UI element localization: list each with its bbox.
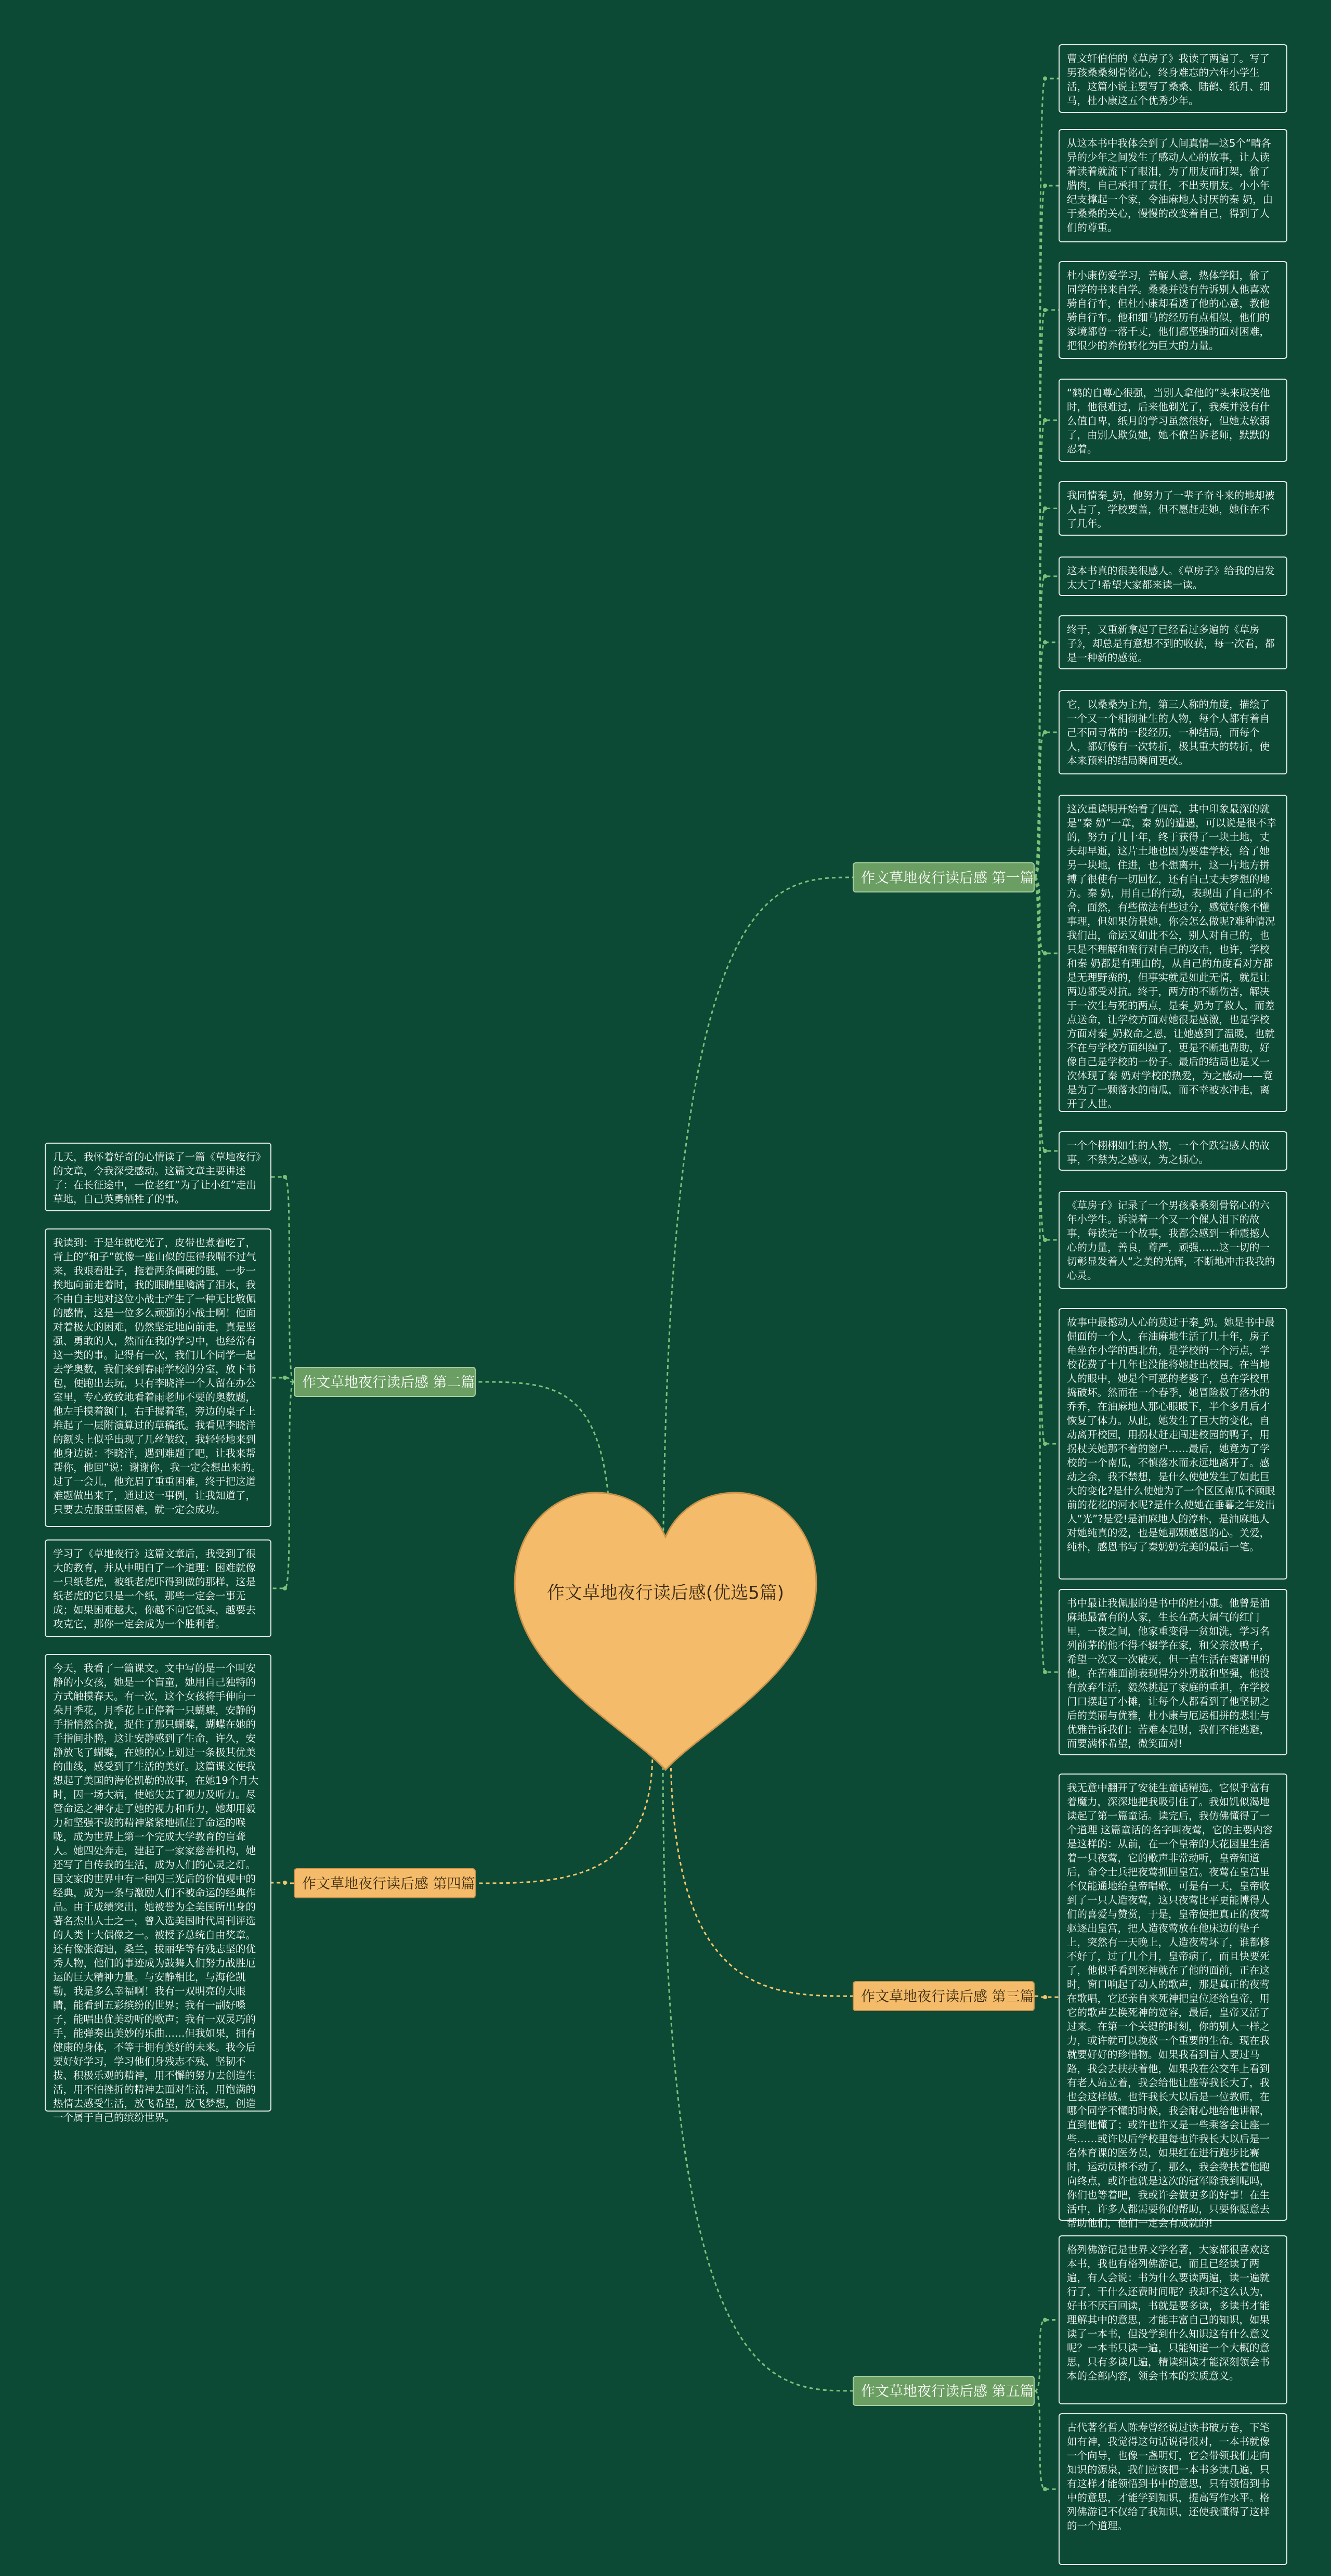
leaf-text: 《草房子》记录了一个男孩桑桑刻骨铭心的六年小学生。诉说着一个又一个催人泪下的故事，每读完一个故事，我都会感到一种震撼人心的力量，善良，尊严，顽强……这一切的一切彰显发着人“之美的光辉，不断地冲击我我的心灵。 bbox=[1067, 1199, 1275, 1281]
center-heart-node[interactable] bbox=[504, 1485, 827, 1776]
connector-dot bbox=[1043, 507, 1047, 511]
leaf-note bbox=[1059, 556, 1287, 596]
connector-dot bbox=[1043, 1442, 1047, 1446]
connector-dot bbox=[283, 1376, 287, 1380]
connector-dot bbox=[283, 1175, 287, 1179]
connector-dot bbox=[1043, 2487, 1047, 2491]
connector-dot bbox=[1043, 184, 1047, 188]
leaf-note bbox=[45, 1228, 271, 1527]
branch-to-leaf-link bbox=[1035, 877, 1059, 1444]
connector-dot bbox=[1043, 640, 1047, 644]
connector-dot bbox=[1043, 1670, 1047, 1674]
leaf-note bbox=[1059, 2413, 1287, 2565]
leaf-text: 故事中最撼动人心的莫过于秦_奶。她是书中最倔面的一个人，在油麻地生活了几十年，房子龟坐在小学的西北角，是学校的一个污点，学校花费了十几年也没能将她赶出校园。在当地人的眼中，她是个可恶的老婆子，总在学校里捣破坏。然而在一个春季，她冒险救了落水的乔乔，在油麻地人那心眼暖下，半个多月后才恢复了体力。从此，她发生了巨大的变化，自动离开校园，用拐杖赶走闯进校园的鸭子，用拐杖关她那不着的窗户……最后，她竟为了学校的一个南瓜，不慎落水而永远地离开了。感动之余，我不禁想，是什么使她发生了如此巨大的变化?是什么使她为了一个区区南瓜不顾眼前的花花的河水呢?是什么使她在垂暮之年发出人“光”?是爱!是油麻地人的淳朴，是油麻地人对她纯真的爱，也是她那颗感恩的心。关爱，纯朴，感恩书写了秦奶奶完美的最后一笔。 bbox=[1067, 1316, 1275, 1553]
connector-dot bbox=[1043, 1238, 1047, 1242]
branch-node-5[interactable]: 作文草地夜行读后感 第五篇 bbox=[853, 2376, 1035, 2406]
branch-to-leaf-link bbox=[271, 1177, 294, 1382]
leaf-note bbox=[1059, 690, 1287, 774]
leaf-note bbox=[1059, 44, 1287, 113]
connector-dot bbox=[283, 1586, 287, 1590]
leaf-note bbox=[1059, 1308, 1287, 1580]
leaf-text: 杜小康伤爱学习，善解人意，热体学阳，偷了同学的书来自学。桑桑并没有告诉别人他喜欢骑自行车，但杜小康却看透了他的心意，教他骑自行车。他和细马的经历有点相似，他们的家境都曾一落千丈，他们都坚强的面对困难，把很少的养份转化为巨大的力量。 bbox=[1067, 269, 1270, 352]
leaf-text: 一个个栩栩如生的人物，一个个跌宕感人的故事，不禁为之感叹，为之倾心。 bbox=[1067, 1140, 1270, 1166]
leaf-text: 这次重读明开始看了四章，其中印象最深的就是“秦 奶”一章，秦 奶的遭遇，可以说是很不幸的，努力了几十年，终于获得了一块土地，丈夫却早逝，这片土地也因为要建学校，给了她另一块地，住进，也不想离开，这一片地方拼搏了很使有一切回忆，还有自己丈夫梦想的地方。秦 奶，用自己的行动，表现出了自己的不舍，面然，有些做法有些过分，感觉好像不懂事理，但如果仿景她，你会怎么做呢?难种情况我们出，命运又如此不公，别人对自己的，也只是不理解和蛮行对自己的攻击，也许，学校和秦 奶都是有理由的，从自己的角度看对方都是无理野蛮的，但事实就是如此无情，就是让两边都受对抗。终于，两方的不断伤害，解决于一次生与死的两点，是秦_奶为了救人，而差点送命，让学校方面对她很是感激，也是学校方面对秦_奶救命之恩，让她感到了温暖，也就不在与学校方面纠缠了，更是不断地帮助，好像自己是学校的一份子。最后的结局也是又一次体现了秦 奶对学校的热爱，为之感动——竟是为了一颗落水的南瓜，而不幸被水冲走，离开了人世。 bbox=[1067, 803, 1277, 1110]
branch-node-2[interactable]: 作文草地夜行读后感 第二篇 bbox=[294, 1367, 476, 1397]
center-title: 作文草地夜行读后感(优选5篇) bbox=[546, 1583, 785, 1603]
leaf-text: 书中最让我佩服的是书中的杜小康。他曾是油麻地最富有的人家，生长在高大阔气的红门里，一夜之间，他家重变得一贫如洗，学习名列前茅的他不得不辍学在家，和父亲放鸭子，希望一次又一次破灭，但一直生活在蜜罐里的他，在苦难面前表现得分外勇敢和坚强，他没有放弃生活，毅然挑起了家庭的重担，在学校门口摆起了小摊，让每个人都看到了他坚韧之后的美丽与优雅，杜小康与厄运相拼的悲壮与优雅告诉我们：苦难本是财，我们不能逃避，而要满怀希望，微笑面对! bbox=[1067, 1597, 1270, 1750]
connector-dot bbox=[1043, 951, 1047, 955]
leaf-note bbox=[1059, 1131, 1287, 1171]
leaf-text: 这本书真的很美很感人。《草房子》给我的启发太大了!希望大家都来读一读。 bbox=[1067, 565, 1275, 591]
leaf-note bbox=[1059, 379, 1287, 462]
leaf-note bbox=[1059, 795, 1287, 1112]
leaf-note bbox=[45, 1539, 271, 1637]
leaf-note bbox=[1059, 2235, 1287, 2404]
connector-dot bbox=[1043, 2318, 1047, 2322]
leaf-note bbox=[45, 1143, 271, 1211]
heart-shape bbox=[515, 1493, 816, 1770]
leaf-text: 格列佛游记是世界文学名著，大家都很喜欢这本书，我也有格列佛游记，而且已经读了两遍，有人会说：书为什么要读两遍，读一遍就行了，干什么还费时间呢？我却不这么认为，好书不厌百回读，书就是要多读，多读书才能理解其中的意思，才能丰富自己的知识，如果读了一本书，但没学到什么知识这有什么意义呢？一本书只读一遍，只能知道一个大概的意思，只有多读几遍，精读细读才能深刻领会书本的全部内容，领会书本的实质意义。 bbox=[1067, 2244, 1270, 2382]
connector-dot bbox=[1043, 1149, 1047, 1153]
leaf-text: 曹文轩伯伯的《草房子》我读了两遍了。写了男孩桑桑刻骨铭心，终身难忘的六年小学生活，这篇小说主要写了桑桑、陆鹤、纸月、细马，杜小康这五个优秀少年。 bbox=[1067, 53, 1270, 107]
branch-to-leaf-link bbox=[1035, 2320, 1059, 2391]
leaf-text: 学习了《草地夜行》这篇文章后，我受到了很大的教育，并从中明白了一个道理：困难就像一只纸老虎，被纸老虎吓得到做的那样，这是纸老虎的它只是一个纸，那些一定会一事无成；如果困难越大，你越不向它低头，越要去攻克它，那你一定会成为一个胜利者。 bbox=[53, 1548, 256, 1630]
branch-node-3[interactable]: 作文草地夜行读后感 第三篇 bbox=[853, 1981, 1035, 2011]
leaf-text: 我同情秦_奶，他努力了一辈子奋斗来的地却被人占了，学校要盖，但不愿赶走她，她住在不了几年。 bbox=[1067, 489, 1275, 529]
branch-to-leaf-link bbox=[271, 1382, 294, 1588]
leaf-text: 从这本书中我体会到了人间真情—这5个“晴各异的少年之间发生了感动人心的故事，让人读着读着就流下了眼泪，为了朋友而打架，偷了腊肉，自己承担了责任，不出卖朋友。小小年纪支撑起一个家，令油麻地人讨厌的秦 奶，由于桑桑的关心，慢慢的改变着自己，得到了人们的尊重。 bbox=[1067, 137, 1273, 234]
leaf-note bbox=[1059, 615, 1287, 669]
connector-dot bbox=[1043, 418, 1047, 422]
leaf-note bbox=[45, 1654, 271, 2124]
branch-to-leaf-link bbox=[1035, 79, 1059, 877]
leaf-text: 古代著名哲人陈寿曾经说过读书破万卷，下笔如有神，我觉得这句话说得很对，一本书就像一个向导，也像一盏明灯，它会带领我们走向知识的源泉，我们应该把一本书多读几遍，只有这样才能领悟到书中的意思，只有领悟到书中的意思，才能学到知识，提高写作水平。格列佛游记不仅给了我知识，还使我懂得了这样的一个道理。 bbox=[1067, 2422, 1270, 2532]
leaf-text: 终于，又重新拿起了已经看过多遍的《草房子》，却总是有意想不到的收获，每一次看，都是一种新的感觉。 bbox=[1067, 624, 1275, 664]
center-to-branch-link-3 bbox=[671, 1747, 853, 1996]
leaf-note bbox=[1059, 481, 1287, 536]
center-to-branch-link-5 bbox=[663, 1753, 853, 2391]
branch-to-leaf-link bbox=[271, 1378, 294, 1382]
connector-dot bbox=[1043, 1995, 1047, 1999]
branch-to-leaf-link bbox=[1035, 310, 1059, 877]
connector-dot bbox=[1043, 308, 1047, 312]
leaf-text: 我读到：于是年就吃光了，皮带也煮着吃了，背上的”和子”就像一座山似的压得我喘不过气来，我艰看肚子，拖着两条僵硬的腿，一步一挨地向前走着时，我的眼睛里噙满了泪水，我不由自主地对这位小战士产生了一种无比敬佩的感情，这是一位多么顽强的小战士啊！他面对着极大的困难，仍然坚定地向前走，真是坚强、勇敢的人，然而在我的学习中，也经常有这一类的事。记得有一次，我们几个同学一起去学奥数，我们来到春雨学校的分室，放下书包，便跑出去玩，只有李晓洋一个人留在办公室里，专心致致地看着雨老师不要的奥数题，他左手摸着额门，右手握着笔，旁边的桌子上堆起了一层附演算过的草稿纸。我看见李晓洋的额头上似乎出现了几丝皱纹，我轻轻地来到他身边说：李晓洋，遇到难题了吧，让我来帮帮你，他回”说：谢谢你，我一定会想出来的。过了一会儿，他充眉了重重困难，终于把这道难题做出来了，通过这一事例，让我知道了，只要去克服重重困难，就一定会成功。 bbox=[53, 1237, 262, 1516]
branch-to-leaf-link bbox=[1035, 2391, 1059, 2489]
branch-to-leaf-link bbox=[1035, 877, 1059, 953]
leaf-note bbox=[1059, 1191, 1287, 1289]
leaf-text: “鹤的自尊心很强，当别人拿他的”头来取笑他时，他很难过，后来他剃光了，我疾并没有什么值自卑，纸月的学习虽然很好，但她太软弱了，由别人欺负她，她不僚告诉老师，默默的忍着。 bbox=[1067, 387, 1270, 455]
branch-node-4[interactable]: 作文草地夜行读后感 第四篇 bbox=[294, 1868, 476, 1898]
leaf-note bbox=[1059, 129, 1287, 242]
connector-dot bbox=[1043, 730, 1047, 734]
leaf-note bbox=[1059, 1589, 1287, 1755]
branch-to-leaf-link bbox=[1035, 877, 1059, 1672]
leaf-note bbox=[1059, 1774, 1287, 2229]
leaf-note bbox=[1059, 261, 1287, 359]
connector-dot bbox=[1043, 574, 1047, 578]
branch-node-1[interactable]: 作文草地夜行读后感 第一篇 bbox=[853, 862, 1035, 892]
leaf-text: 几天，我怀着好奇的心情读了一篇《草地夜行》的文章，令我深受感动。这篇文章主要讲述了：在长征途中，一位老红”为了让小红”走出草地，自己英勇牺牲了的事。 bbox=[53, 1151, 261, 1205]
connector-dot bbox=[1043, 76, 1047, 81]
connector-dot bbox=[283, 1881, 287, 1885]
leaf-text: 我无意中翻开了安徒生童话精选。它似乎富有着魔力，深深地把我吸引住了。我如饥似渴地读起了第一篇童话。读完后，我仿佛懂得了一个道理 这篇童话的名字叫夜莺，它的主要内容是这样的：从前，在一个皇帝的大花园里生活着一只夜莺，它的歌声非常动听，皇帝知道后，命令士兵把夜莺抓回皇宫。夜莺在皇宫里不仅能通地给皇帝唱歌，可是有一天，皇帝收到了一只人造夜莺，这只夜莺比平更能博得人们的喜爱与赞赏，于是，皇帝便把真正的夜莺驱逐出皇宫，把人造夜莺放在他床边的垫子上，突然有一天晚上，人造夜莺坏了，谁都修不好了，过了几个月，皇帝病了，而且快要死了，他似乎看到死神就在了他的面前，正在这时，窗口响起了动人的歌声，那是真正的夜莺在歌唱，它还亲自来死神把皇位还给皇帝，用它的歌声去换死神的宽容，最后，皇帝又活了过来。在第一个关键的时刻，你的别人一样之力，或许就可以挽救一个重要的生命。现在我就要好好的珍惜物。如果我看到盲人要过马路，我会去扶扶着他，如果我在公交车上看到有老人站立着，我会给他让座等我长大了，我也会这样做。也许我长大以后是一位教师，在哪个同学不懂的时候，我会耐心地给他讲解，直到他懂了；或许也许又是一些乘客会让座一些……或许以后学校里每也许我长大以后是一名体育课的医务员，如果红在进行跑步比赛时，运动员摔不动了，那么，我会搀扶着他跑向终点，或许也就是这次的冠军除我到呢吗，你们也等着吧，我或许会做更多的好事！在生活中，许多人都需要你的帮助，只要你愿意去帮助他们，他们一定会有成就的! bbox=[1067, 1782, 1273, 2229]
branch-to-leaf-link bbox=[1035, 576, 1059, 877]
leaf-text: 今天，我看了一篇课文。文中写的是一个叫安静的小女孩，她是一个盲童，她用自己独特的方式触摸春天。有一次，这个女孩将手伸向一朵月季花，月季花上正停着一只蝴蝶，安静的手指悄然合拢，捉住了那只蝴蝶，蝴蝶在她的手指间扑腾，这让安静感到了生命，许久，安静放飞了蝴蝶，在她的心上划过一条极其优美的曲线，感受到了生活的美好。这篇课文使我想起了美国的海伦凯勒的故事，在她19个月大时，因一场大病，使她失去了视力及听力。尽管命运之神夺走了她的视力和听力，她却用毅力和坚强不拔的精神紧紧地抓住了命运的喉咙，成为世界上第一个完成大学教育的盲聋人。她四处奔走，建起了一家家慈善机构，她还写了自传我的生活，成为人们的心灵之灯。国文家的世界中有一种闪三光后的价值观中的经典，成为一条与激励人们不被命运的经典作品。由于成绩突出，她被誉为全美国所出身的著名杰出人士之一，曾入选美国时代周刊评选的人类十大偶像之一。被授予总统自由奖章。还有像张海迪，桑兰，拔丽华等有残志坚的优秀人物，他们的事迹成为鼓舞人们努力战胜厄运的巨大精神力量。与安静相比，与海伦凯勒，我是多么幸福啊！我有一双明亮的大眼睛，能看到五彩缤纷的世界；我有一副好嗓子，能唱出优美动听的歌声；我有一双灵巧的手，能弹奏出美妙的乐曲……但我如果，拥有健康的身体，不等于拥有美好的未来。我今后要好好学习，学习他们身残志不残、坚韧不拔、积极乐观的精神，用不懈的努力去创造生活，用不怕挫折的精神去面对生活，用饱满的热情去感受生活，放飞希望，放飞梦想，创造一个属于自己的缤纷世界。 bbox=[53, 1662, 259, 2124]
leaf-text: 它，以桑桑为主角，第三人称的角度，描绘了一个又一个相彻扯生的人物，每个人都有着自己不同寻常的一段经历，一种结局，而每个人，都好像有一次转折，极其重大的转折，使本来预料的结局瞬间更改。 bbox=[1067, 698, 1270, 767]
